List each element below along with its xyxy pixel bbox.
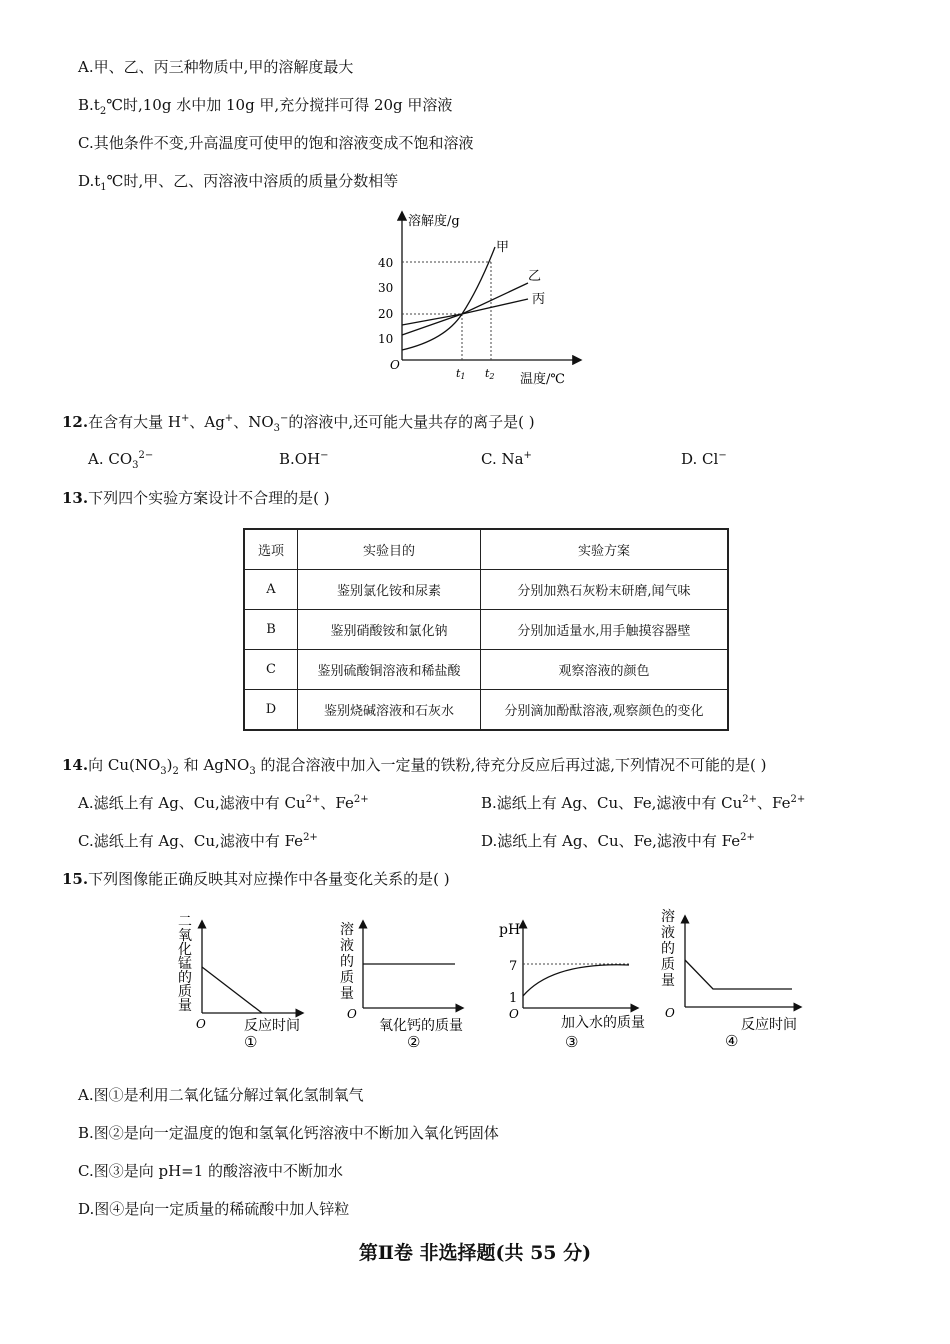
x-axis-label: 氧化钙的质量 [379, 1018, 463, 1034]
graph-2-number: ② [407, 1033, 421, 1051]
q15-option-c: C.图③是向 pH=1 的酸溶液中不断加水 [78, 1162, 344, 1180]
graph-4 [655, 903, 815, 1055]
q15-option-b: B.图②是向一定温度的饱和氢氧化钙溶液中不断加入氧化钙固体 [78, 1124, 499, 1142]
y-tick-1: 1 [509, 991, 518, 1006]
x-axis-label: 反应时间 [741, 1017, 797, 1033]
graph-1-line [202, 967, 262, 1013]
table-cell: 鉴别氯化铵和尿素 [298, 570, 481, 610]
x-tick-t1: t1 [456, 367, 466, 381]
q11-option-c: C.其他条件不变,升高温度可使甲的饱和溶液变成不饱和溶液 [78, 134, 474, 152]
q12-option-c: C. Na+ [481, 450, 532, 468]
q15-option-d: D.图④是向一定质量的稀硫酸中加人锌粒 [78, 1200, 350, 1218]
table-cell: 鉴别硝酸铵和氯化钠 [298, 610, 481, 650]
table-cell: 鉴别烧碱溶液和石灰水 [298, 690, 481, 731]
x-tick-t2: t2 [485, 367, 495, 381]
table-header: 实验目的 [298, 529, 481, 570]
y-tick-7: 7 [509, 959, 518, 974]
q13-stem: 13.下列四个实验方案设计不合理的是( ) [62, 489, 330, 507]
graph-4-line [685, 960, 792, 989]
table-row [244, 690, 728, 731]
label-jia: 甲 [496, 240, 510, 255]
q12-option-a: A. $CO_3^{2-}$ [88, 450, 154, 471]
origin-label: O [665, 1006, 675, 1020]
origin-label: O [347, 1007, 357, 1021]
solubility-graph [370, 205, 590, 390]
origin-label: O [196, 1017, 206, 1031]
q15-stem: 15.下列图像能正确反映其对应操作中各量变化关系的是( ) [62, 870, 450, 888]
table-cell: 观察溶液的颜色 [481, 650, 729, 690]
table-cell: 分别加适量水,用手触摸容器壁 [481, 610, 729, 650]
origin-label: O [390, 358, 400, 372]
graph-3-curve [523, 965, 629, 996]
table-row [244, 610, 728, 650]
graph-1 [172, 910, 322, 1055]
y-axis-label: 溶 液 的 质 量 [661, 909, 675, 989]
y-tick-30: 30 [378, 281, 394, 295]
x-axis-label: 温度/℃ [520, 372, 565, 387]
y-axis-label: 溶解度/g [408, 214, 460, 229]
y-axis-label: pH [499, 922, 521, 938]
x-axis-label: 反应时间 [244, 1018, 300, 1034]
q14-option-a: A.滤纸上有 Ag、Cu,滤液中有 $Cu^{2+}$、$Fe^{2+}$ [78, 794, 369, 812]
table-cell: A [244, 570, 298, 610]
q11-option-d: $D.t_1℃$时,甲、乙、丙溶液中溶质的质量分数相等 [78, 172, 399, 193]
y-tick-20: 20 [378, 307, 394, 321]
label-yi: 乙 [528, 269, 542, 284]
label-bing: 丙 [532, 292, 546, 307]
section-title: 第Ⅱ卷 非选择题(共 55 分) [358, 1242, 592, 1264]
y-axis-label: 溶 液 的 质 量 [340, 922, 354, 1002]
table-cell: 鉴别硫酸铜溶液和稀盐酸 [298, 650, 481, 690]
graph-1-number: ① [244, 1033, 258, 1051]
q14-option-b: B.滤纸上有 Ag、Cu、Fe,滤液中有 $Cu^{2+}$、$Fe^{2+}$ [481, 794, 806, 812]
table-header-row [244, 529, 728, 570]
q11-option-b: $B.t_2℃$时,10g 水中加 10g 甲,充分搅拌可得 20g 甲溶液 [78, 96, 453, 117]
graph-3 [497, 910, 657, 1055]
table-cell: 分别滴加酚酞溶液,观察颜色的变化 [481, 690, 729, 731]
q11-option-a: A.甲、乙、丙三种物质中,甲的溶解度最大 [78, 58, 354, 76]
experiment-table [243, 528, 729, 731]
q14-option-c: C.滤纸上有 Ag、Cu,滤液中有 $Fe^{2+}$ [78, 832, 318, 850]
q12-option-d: D. Cl− [681, 450, 727, 468]
y-tick-10: 10 [378, 332, 394, 346]
q14-option-d: D.滤纸上有 Ag、Cu、Fe,滤液中有 $Fe^{2+}$ [481, 832, 755, 850]
graph-4-number: ④ [725, 1032, 739, 1050]
table-cell: B [244, 610, 298, 650]
table-row [244, 650, 728, 690]
q12-stem: 12.在含有大量 H+、Ag+、$NO_3^-$的溶液中,还可能大量共存的离子是( ) [62, 413, 535, 434]
q12-option-b: B.OH− [279, 450, 329, 468]
table-cell: C [244, 650, 298, 690]
graph-3-number: ③ [565, 1033, 579, 1051]
table-header: 选项 [244, 529, 298, 570]
y-axis-label: 二 氧 化 锰 的 质 量 [178, 914, 192, 1014]
origin-label: O [509, 1007, 519, 1021]
x-axis-label: 加入水的质量 [561, 1015, 645, 1031]
table-header: 实验方案 [481, 529, 729, 570]
q15-option-a: A.图①是利用二氧化锰分解过氧化氢制氧气 [78, 1086, 364, 1104]
q14-stem: 14.向 $Cu(NO_3)_2$ 和 AgNO$_3$ 的混合溶液中加入一定量的铁粉,待充分反应后再过滤,下列情况不可能的是( ) [62, 756, 767, 777]
table-cell: D [244, 690, 298, 731]
graph-2 [337, 910, 497, 1055]
y-tick-40: 40 [378, 256, 394, 270]
table-cell: 分别加熟石灰粉末研磨,闻气味 [481, 570, 729, 610]
table-row [244, 570, 728, 610]
